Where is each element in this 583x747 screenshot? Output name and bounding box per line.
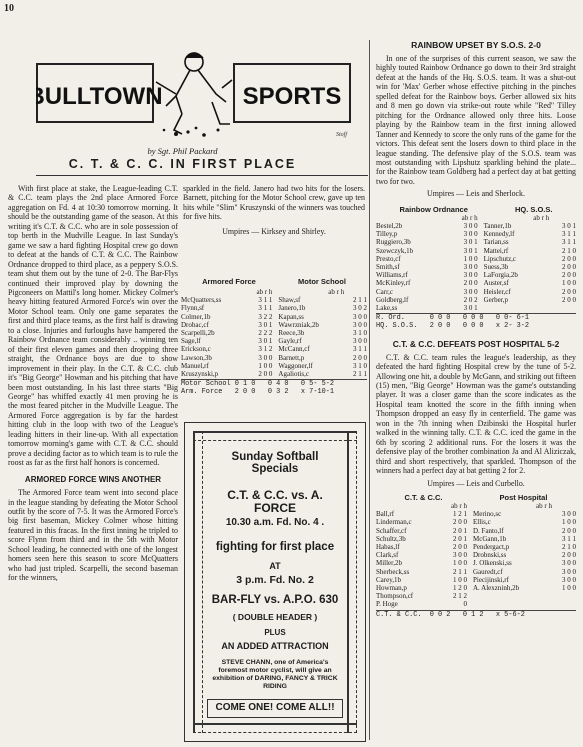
player-name: Suess,3b — [483, 263, 509, 272]
player-stats: 2 1 1 — [353, 370, 367, 379]
player-stats: 1 0 0 — [258, 361, 273, 370]
player-name: Janero,1b — [278, 304, 306, 313]
player-stats: 3 1 1 — [562, 238, 576, 247]
player-name: Scarpelli,2b — [181, 329, 215, 338]
player-stats: 3 0 0 — [353, 337, 367, 346]
player-name: Lake,ss — [376, 304, 398, 313]
umpires-line: Umpires — Leis and Sherlock. — [427, 189, 525, 199]
player-name: McGann,1b — [473, 534, 507, 543]
player-stats: 0 — [463, 600, 467, 609]
article-paragraph: In one of the surprises of this current season, we saw the highly touted Rainbow Ordnance go down to their 3rd straight defeat at the hands of the Hq. S.O.S. team. It was a shut-out win for 'Max' Gerber whose effective pitching in the pinches spelled defeat for the Rainbow boys. Gerber allowed six hits and 8 men go down via strike-out route while "Red" Tilley pitching for the Ordnance allowed only three hits. Loose playing by the Rainbow team in the first inning allowed Tanner and Kennedy to score the only runs of the game for the victors. This defeat sent the losers down to third place in the league standing. The defensive play of the S.O.S. team was most outstanding with Lipshutz sparkling behind the plate... for the Rainbow team Goldberg had a perfect day at bat getting two for two. — [376, 54, 576, 186]
player-stats: 2 0 0 — [463, 279, 478, 288]
player-stats — [552, 592, 576, 600]
player-name: Tanner,1b — [483, 222, 512, 230]
table-row — [181, 362, 367, 370]
ad-tagline: fighting for first place — [215, 540, 335, 553]
table-row — [181, 321, 367, 329]
player-name: Kennedy,lf — [483, 230, 515, 239]
player-stats: 3 1 1 — [562, 534, 576, 543]
ad-matchup-1: C.T. & C.C. vs. A. FORCE — [227, 488, 323, 515]
ad-description: STEVE CHANN, one of America's foremost motor cyclist, will give an exhibition of DARING, FANCY & TRICK RIDING — [212, 659, 338, 691]
line-score-row: R. Ord. 0 0 0 0 0 0 0 0- 6-1 — [376, 314, 529, 323]
column-two-article — [183, 184, 365, 236]
player-name: Howman,p — [376, 584, 407, 593]
table-row — [376, 222, 576, 230]
player-stats: 3 2 2 — [258, 312, 273, 321]
player-stats: 1 0 0 — [562, 518, 576, 527]
player-stats: 3 0 2 — [353, 304, 367, 313]
box-score-table — [181, 288, 367, 378]
player-stats: 1 2 0 — [453, 584, 467, 593]
blank-cell — [376, 214, 447, 222]
article-paragraph: The Armored Force team went into second place in the league standing by defeating the Motor School outfit by the score of 7-5. It was the Armored Force's big first baseman, Mickey Colmer whose hitting featured in this fracas. In the first inning he tripled to score Flynn from third and in the 5th with Motor School leading, he connected with one of the longest homers seen here this season to score McQuatters who had just tripled. Scarpelli, the second baseman for the winners, — [8, 488, 178, 583]
box-score-header — [181, 288, 367, 296]
ad-at: AT — [269, 560, 281, 571]
player-name: Goldberg,lf — [376, 295, 409, 304]
table-row — [181, 296, 367, 304]
table-row — [181, 313, 367, 321]
ad-call-to-action: COME ONE! COME ALL!! — [207, 699, 343, 718]
player-name: Schaffer,cf — [376, 526, 407, 535]
player-name: D. Fanto,lf — [473, 526, 504, 535]
player-stats: 3 0 0 — [453, 551, 467, 560]
player-name: Drobac,cf — [181, 320, 209, 329]
table-row — [376, 304, 576, 312]
headline-rule — [36, 175, 368, 176]
team-name: Motor School — [298, 277, 346, 286]
cartoon-figure-icon — [156, 53, 232, 134]
player-stats: 3 1 0 — [353, 361, 367, 370]
player-name: Manuel,rf — [181, 361, 209, 370]
table-row — [376, 288, 576, 296]
player-name: Ruggiero,3b — [376, 238, 411, 247]
table-row — [376, 518, 576, 526]
column-three — [376, 40, 576, 619]
table-row — [376, 584, 576, 592]
table-row — [181, 354, 367, 362]
player-name: Piecijinski,rf — [473, 575, 509, 584]
line-score-row: Motor School 0 1 0 0 4 0 0 5- 5-2 — [181, 380, 334, 389]
ad-time-2: 3 p.m. Fd. No. 2 — [236, 574, 314, 587]
team-name: Post Hospital — [499, 492, 548, 502]
player-name: P. Hoge — [376, 600, 398, 609]
player-stats: 2 1 0 — [562, 246, 576, 255]
player-stats: 2 0 0 — [562, 254, 576, 263]
player-name: Bestel,2b — [376, 222, 403, 230]
player-name: Miller,2b — [376, 559, 402, 568]
player-stats: 3 0 0 — [562, 575, 576, 584]
player-name: Auster,sf — [483, 279, 509, 288]
table-row — [376, 600, 576, 608]
table-row — [376, 271, 576, 279]
stat-header: ab r h — [536, 501, 552, 510]
player-name: Wawrzniak,2b — [278, 320, 319, 329]
table-row — [376, 238, 576, 246]
player-stats: 3 0 0 — [562, 559, 576, 568]
table-row — [376, 263, 576, 271]
stat-header: ab r h — [533, 213, 550, 222]
ad-double-header: ( DOUBLE HEADER ) — [232, 612, 318, 623]
table-row — [376, 543, 576, 551]
player-stats: 2 0 0 — [562, 526, 576, 535]
player-name: Presto,cf — [376, 254, 401, 263]
table-row — [376, 230, 576, 238]
player-stats: 3 0 1 — [258, 320, 273, 329]
player-stats: 3 0 0 — [463, 222, 478, 230]
player-stats: 3 0 0 — [353, 312, 367, 321]
ad-matchup-2: BAR-FLY vs. A.P.O. 630 — [211, 594, 339, 607]
team-name: Armored Force — [202, 277, 256, 286]
player-name: Shaw,sf — [278, 296, 301, 305]
ad-added-attraction: AN ADDED ATTRACTION — [221, 640, 329, 651]
player-stats: 3 1 1 — [258, 304, 273, 313]
player-name: Sage,lf — [181, 337, 201, 346]
player-stats: 2 1 1 — [353, 296, 367, 305]
player-stats: 3 0 0 — [463, 230, 478, 239]
article-paragraph: C.T. & C.C. team rules the league's leadership, as they defeated the hard fighting Hospital crew by the tune of 5-2. Allowing one hit, a double by McGann, and striking out fifteen (15) men, "Big George" Howman was the game's outstanding player. It was a closer game than the score indicates as the Hospital team knotted the score in the fifth inning when Thompson dropped an easy fly in centerfield. The game was won in the 7th inning when Dzibinski the Hospital hurler walked in the winning tally. C.T. & C.C. iced the game in the 6th by scoring 2 additional runs. For the losers it was the defensive play of the brother combination Ja and Al Aliziczak, third and short respectively, that sparkled. Thompson of the winners had a perfect day at bat getting 2 for 2. — [376, 352, 576, 476]
table-row — [376, 296, 576, 304]
player-stats: 2 0 0 — [562, 551, 576, 560]
player-stats: 3 1 1 — [353, 345, 367, 354]
table-row — [376, 535, 576, 543]
table-row — [376, 527, 576, 535]
player-name: McQuatters,ss — [181, 296, 222, 305]
player-stats: 3 0 0 — [562, 567, 576, 576]
player-name — [473, 600, 552, 608]
player-stats: 2 0 1 — [453, 526, 467, 535]
line-score-row: HQ. S.O.S. 2 0 0 0 0 0 x 2- 3-2 — [376, 322, 529, 331]
player-stats: 3 0 0 — [463, 271, 478, 280]
player-name: Lawson,3b — [181, 353, 212, 362]
box-score-header — [376, 214, 576, 222]
rainbow-article — [376, 54, 576, 199]
softball-specials-ad — [184, 422, 366, 742]
line-score — [376, 314, 576, 330]
player-stats: 3 0 1 — [463, 246, 478, 255]
player-stats: 1 0 0 — [463, 254, 478, 263]
table-row — [181, 337, 367, 345]
player-name: Agaliotis,c — [278, 370, 309, 379]
ad-plus: PLUS — [264, 628, 286, 638]
player-stats: 1 0 0 — [562, 279, 576, 288]
player-stats: 1 0 0 — [453, 559, 467, 568]
player-name: Gayle,rf — [278, 337, 302, 346]
page-number: 10 — [4, 3, 14, 14]
box-score-armored-motor — [181, 277, 367, 397]
player-name: Carr,c — [376, 287, 394, 296]
banner-right-text: SPORTS — [242, 83, 342, 110]
player-stats: 3 1 1 — [258, 296, 273, 305]
box-score-table — [376, 214, 576, 312]
player-stats: 3 0 1 — [463, 304, 478, 313]
box-score-header — [376, 502, 576, 510]
byline: by Sgt. Phil Packard — [147, 146, 218, 156]
player-stats: 2 0 0 — [353, 353, 367, 362]
player-name: Lipschutz,c — [483, 254, 517, 263]
player-stats: 2 0 0 — [453, 518, 467, 527]
table-row — [181, 329, 367, 337]
player-name: Habas,lf — [376, 543, 400, 551]
player-name: Heisler,cf — [483, 287, 511, 296]
main-headline: C. T. & C. C. IN FIRST PLACE — [68, 157, 297, 171]
player-name: Ellis,c — [473, 518, 491, 527]
player-name: J. Olkenski,ss — [473, 559, 512, 568]
team-name: C.T. & C.C. — [404, 492, 443, 502]
bulltown-sports-banner — [36, 48, 362, 140]
stat-header: ab r h — [461, 213, 478, 222]
column-divider — [369, 40, 370, 740]
player-name: LaForgia,2b — [483, 271, 518, 280]
player-name: Ball,rf — [376, 510, 395, 519]
table-row — [376, 559, 576, 567]
player-name: Drobnski,ss — [473, 551, 507, 560]
player-name: Szewczyk,1b — [376, 246, 414, 255]
table-row — [181, 370, 367, 378]
player-name — [473, 592, 552, 600]
player-name: Thompson,cf — [376, 592, 414, 601]
player-stats: 3 0 1 — [562, 222, 576, 230]
player-name: Kruszynski,p — [181, 370, 219, 379]
table-row — [376, 568, 576, 576]
player-name: Colmer,1b — [181, 312, 211, 321]
team-name: Rainbow Ordnance — [399, 204, 468, 214]
player-name: Flynn,sf — [181, 304, 205, 313]
player-name: Reece,3b — [278, 329, 305, 338]
player-stats: 3 0 0 — [463, 263, 478, 272]
subhead-armored-force: ARMORED FORCE WINS ANOTHER — [24, 474, 162, 484]
player-stats: 3 0 0 — [353, 320, 367, 329]
player-name: Mattei,rf — [483, 246, 509, 255]
player-name: Gerber,p — [483, 295, 508, 304]
table-row — [376, 510, 576, 518]
line-score — [376, 611, 576, 619]
table-row — [181, 345, 367, 353]
player-stats — [552, 600, 576, 608]
rainbow-headline: RAINBOW UPSET BY S.O.S. 2-0 — [411, 40, 541, 50]
player-name: Pendergact,p — [473, 543, 510, 551]
player-name: Linderman,c — [376, 518, 412, 527]
player-stats: 1 0 0 — [453, 575, 467, 584]
player-name: Smith,sf — [376, 263, 400, 272]
player-name: Schultz,3b — [376, 534, 406, 543]
player-stats — [549, 304, 576, 312]
player-name: Clark,sf — [376, 551, 399, 560]
player-name: Carey,1b — [376, 575, 402, 584]
player-name: Erickson,c — [181, 345, 211, 354]
umpires-line: Umpires — Leis and Curbello. — [427, 478, 525, 488]
player-name: A. Alexzninh,2b — [473, 584, 520, 593]
line-score — [181, 380, 367, 396]
hospital-headline: C.T. & C.C. DEFEATS POST HOSPITAL 5-2 — [392, 338, 560, 349]
player-name: Tilley,p — [376, 230, 398, 239]
table-row — [376, 255, 576, 263]
box-score-table — [376, 502, 576, 609]
player-stats: 1 2 1 — [453, 510, 467, 519]
player-name: Tarian,ss — [483, 238, 509, 247]
player-stats: 1 0 0 — [562, 584, 576, 593]
player-name — [484, 304, 550, 312]
player-stats: 2 0 0 — [562, 287, 576, 296]
team-name: HQ. S.O.S. — [514, 204, 553, 214]
hospital-article — [376, 353, 576, 488]
player-stats: 3 0 0 — [562, 510, 576, 519]
player-name: Sherbeck,ss — [376, 567, 410, 576]
banner-art — [36, 48, 362, 140]
player-stats: 3 1 2 — [258, 345, 273, 354]
player-stats: 2 0 0 — [258, 370, 273, 379]
player-name: Merino,sc — [473, 510, 502, 519]
table-row — [376, 576, 576, 584]
stat-header: ab r h — [256, 288, 273, 296]
ad-time-1: 10.30 a.m. Fd. No. 4 . — [225, 517, 325, 529]
player-stats: 3 0 0 — [258, 353, 273, 362]
player-stats: 3 1 1 — [562, 230, 576, 239]
line-score-row: C.T. & C.C. 0 0 2 0 1 2 x 5-6-2 — [376, 610, 525, 619]
player-name: Kapan,ss — [278, 312, 304, 321]
player-stats: 2 1 1 — [453, 567, 467, 576]
artist-signature: Stoff — [336, 132, 348, 138]
player-stats: 2 0 1 — [453, 534, 467, 543]
player-name: Waggoner,lf — [278, 361, 313, 370]
player-stats: 3 0 1 — [258, 337, 273, 346]
player-stats: 2 2 2 — [258, 329, 273, 338]
player-name: Williams,rf — [376, 271, 408, 280]
player-stats: 2 0 2 — [463, 295, 478, 304]
player-stats: 2 1 0 — [562, 543, 576, 551]
stat-header: ab r h — [451, 501, 467, 510]
blank-cell — [376, 502, 440, 510]
article-paragraph: sparkled in the field. Janero had two hits for the losers. Barnett, pitching for the Motor School crew, gave up ten hits while "Slim" Kruszynski of the winners was touched for five hits. — [183, 184, 365, 222]
player-name: Gauredt,cf — [473, 567, 503, 576]
player-stats: 2 1 2 — [453, 592, 467, 601]
player-stats: 3 0 1 — [463, 238, 478, 247]
banner-left-text: BULLTOWN — [36, 83, 163, 110]
table-row — [181, 304, 367, 312]
table-row — [376, 592, 576, 600]
column-one-article — [8, 184, 178, 583]
player-stats: 3 1 0 — [353, 329, 367, 338]
table-row — [376, 279, 576, 287]
player-stats: 3 0 0 — [463, 287, 478, 296]
umpires-line: Umpires — Kirksey and Shirley. — [222, 226, 326, 236]
player-stats: 2 0 0 — [562, 271, 576, 280]
player-stats: 2 0 0 — [562, 295, 576, 304]
player-name: McKinley,rf — [376, 279, 411, 288]
article-paragraph: With first place at stake, the League-leading C.T. & C.C. team plays the 2nd place Armored Force aggregation on Fd. 4 at 10:30 tomorrow morning. It should be the outstanding game of the season. At this writing it's C.T. & C.C. who are in sole possession of top berth in the Mudville League. In last Sunday's game we saw a hard fighting Hospital crew go down to defeat at the hands of C.T. & C.C. The Rainbow Ordnance dropped to third place, as a peppery S.O.S. team shut them out by the tune of 2-0. The Bar-Flys continued their improved play by downing the Pigconeers on Mattil's long homer. Mickey Colmer's heavy hitting featured Armored Force's win over the Motor School team. Only one game separates the first and third place teams, as the first half is drawing to a close. Injuries and furloughs have hampered the Rainbow Ordnance team considerably .. winning ten of their first eleven games and then dropping three straight, the Ordnance boys are due to show improvement in their play. In the C.T. & C.C. club it's "Big George" Howman and his pitching that have been most outstanding. In his last three starts "Big George" has whiffed exactly 41 men proving he is the most feared pitcher in the Mudville League. The Armored Force aggregation is by far the hardest hitting club in the loop with two of the League's leading hitters in their line-up. With all expectation tomorrow morning's game with C.T. & C.C. should prove a deciding factor as to which team is to rule the roost as far as the first half honors is concerned. — [8, 184, 178, 468]
table-row — [376, 551, 576, 559]
line-score-row: Arm. Force 2 0 0 0 3 2 x 7-10-1 — [181, 388, 334, 397]
player-stats: 2 0 0 — [453, 543, 467, 551]
ad-title: Sunday Softball Specials — [231, 451, 319, 476]
blank-cell — [181, 288, 246, 296]
player-stats: 2 0 0 — [562, 263, 576, 272]
player-name: McCann,cf — [278, 345, 310, 354]
stat-header: ab r h — [328, 288, 345, 296]
table-row — [376, 247, 576, 255]
player-name: Barnett,p — [278, 353, 305, 362]
